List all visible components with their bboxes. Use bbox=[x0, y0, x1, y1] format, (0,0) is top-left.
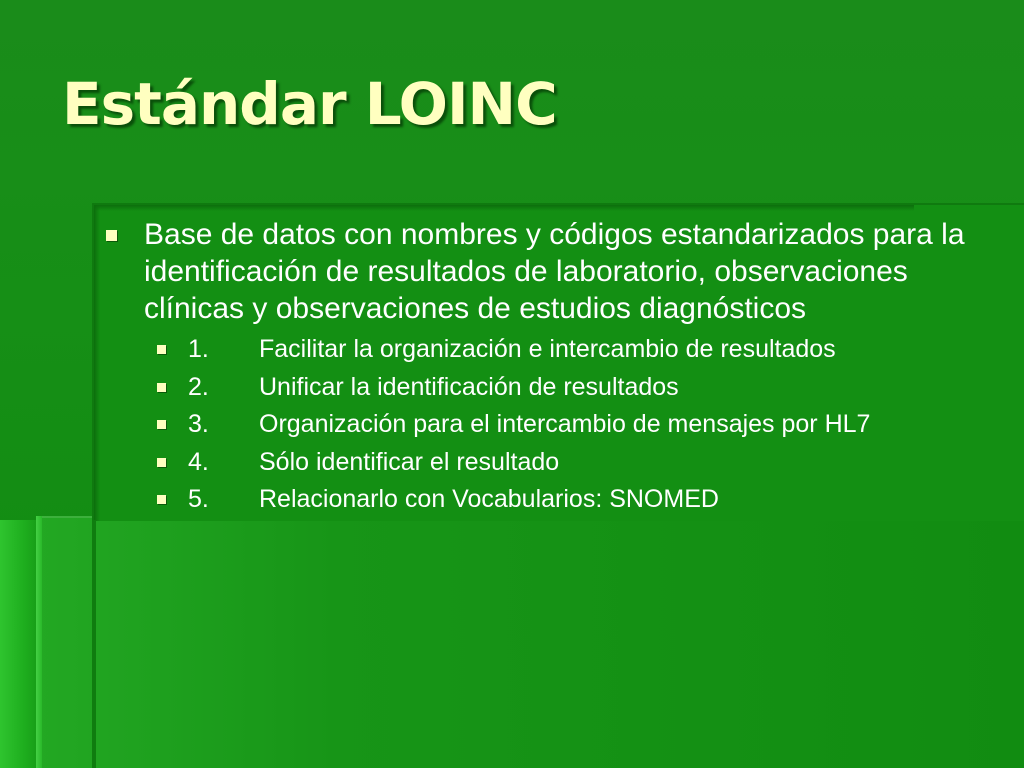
decorative-panel-shadow-top bbox=[94, 205, 914, 211]
list-item bbox=[100, 444, 990, 482]
list-item bbox=[100, 331, 990, 369]
small-square-bullet-icon bbox=[157, 458, 166, 467]
list-item bbox=[100, 369, 990, 407]
list-item-number: 1. bbox=[188, 335, 209, 363]
sub-item-list bbox=[100, 331, 990, 519]
small-square-bullet-icon bbox=[157, 420, 166, 429]
list-item bbox=[100, 406, 990, 444]
list-item-text: Organización para el intercambio de mensajes por HL7 bbox=[259, 410, 871, 438]
list-item-text: Sólo identificar el resultado bbox=[259, 447, 560, 476]
list-item-number: 2. bbox=[188, 372, 209, 401]
small-square-bullet-icon bbox=[157, 495, 166, 504]
list-item-number: 3. bbox=[188, 410, 209, 438]
list-item bbox=[100, 481, 990, 519]
main-bullet-text: Base de datos con nombres y códigos estandarizados para la identificación de resultados de laboratorio, observaciones clínicas y observaciones de estudios diagnósticos bbox=[144, 218, 965, 325]
list-item-text: Facilitar la organización e intercambio de resultados bbox=[259, 335, 836, 363]
main-bullet-item bbox=[100, 216, 990, 327]
list-item-text: Relacionarlo con Vocabularios: SNOMED bbox=[259, 485, 719, 513]
list-item-number: 4. bbox=[188, 447, 209, 476]
list-item-number: 5. bbox=[188, 485, 209, 513]
decorative-panel-edge bbox=[36, 516, 42, 768]
small-square-bullet-icon bbox=[157, 383, 166, 392]
small-square-bullet-icon bbox=[157, 345, 166, 354]
slide-title: Estándar LOINC bbox=[62, 70, 557, 138]
decorative-vertical-line bbox=[92, 520, 96, 768]
slide-content bbox=[100, 216, 990, 519]
decorative-bottom-panel bbox=[36, 516, 1024, 768]
square-bullet-icon bbox=[106, 230, 117, 241]
list-item-text: Unificar la identificación de resultados bbox=[259, 372, 679, 401]
decorative-left-bar bbox=[0, 520, 40, 768]
